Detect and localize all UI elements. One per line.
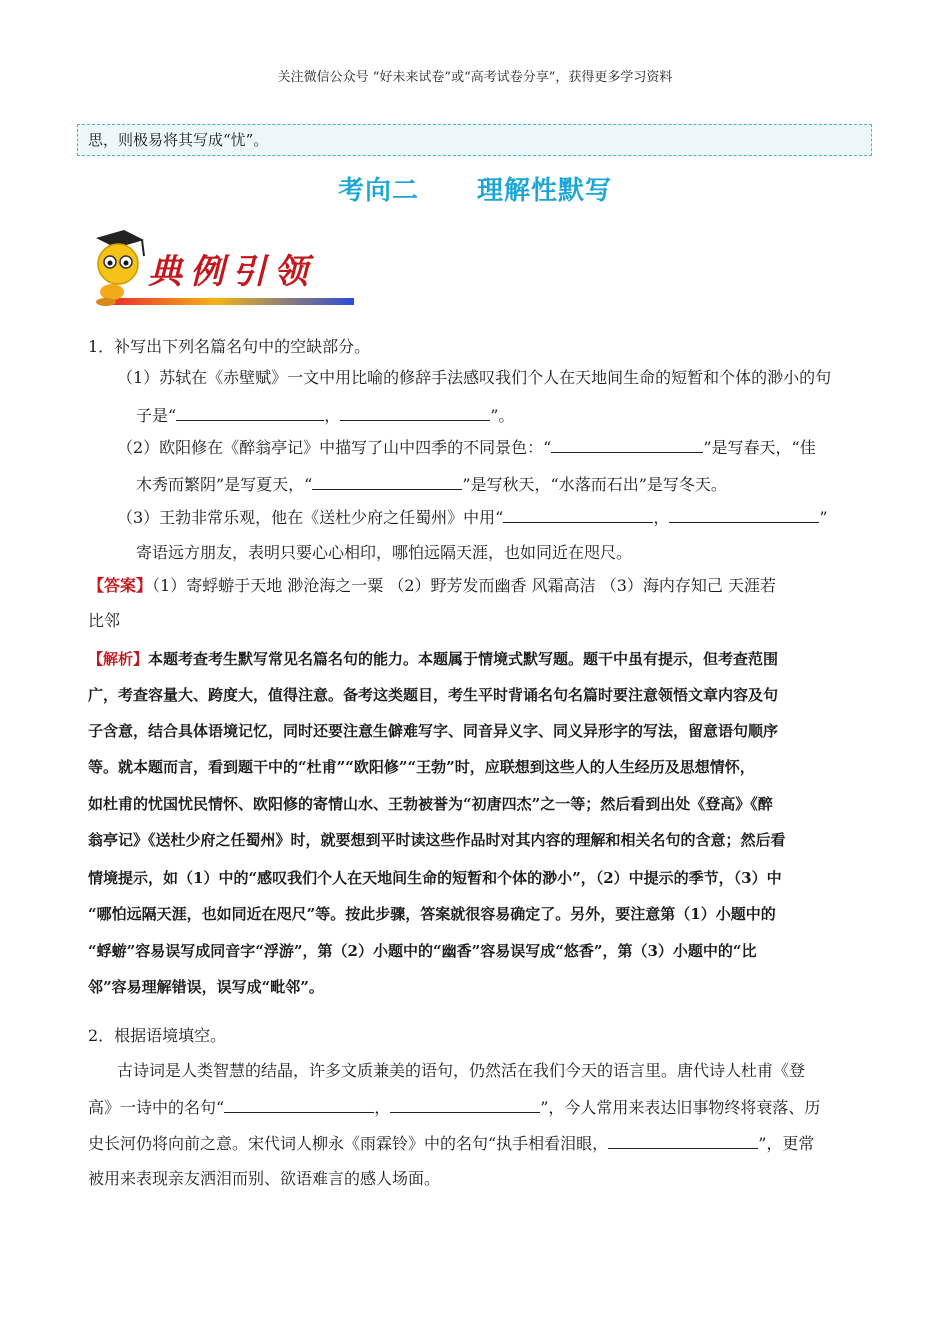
q2-line3: [88, 1132, 814, 1155]
q1-s3-line2: 寄语远方朋友，表明只要心心相印，哪怕远隔天涯，也如同近在咫尺。: [136, 543, 633, 562]
text: 木秀而繁阴”是写夏天，“: [136, 475, 313, 494]
answer-text: （1）寄蜉蝣于天地 渺沧海之一粟 （2）野芳发而幽香 风霜高洁 （3）海内存知己 天涯若: [152, 576, 776, 595]
answer-blank[interactable]: [669, 506, 819, 523]
text: 史长河仍将向前之意。宋代词人柳永《雨霖铃》中的名句“执手相看泪眼，: [88, 1134, 609, 1153]
section-title-part2: 理解性默写: [477, 176, 613, 206]
text: 子是“: [136, 406, 177, 425]
q2-line4: 被用来表现亲友洒泪而别、欲语难言的感人场面。: [88, 1169, 441, 1188]
analysis-line: 翁亭记》《送杜少府之任蜀州》时，就要想到平时读这些作品时对其内容的理解和相关名句的含意；然后看: [88, 831, 786, 849]
text: ”，更常: [758, 1134, 815, 1153]
answer-blank[interactable]: [176, 404, 324, 421]
analysis-line: 子含意，结合具体语境记忆，同时还要注意生僻难写字、同音异义字、同义异形字的写法，留意语句顺序: [88, 722, 779, 740]
section-title: [0, 170, 950, 207]
section-title-part1: 考向二: [337, 176, 419, 206]
analysis-label: 【解析】: [88, 650, 149, 668]
analysis-text: 本题考查考生默写常见名篇名句的能力。本题属于情境式默写题。题干中虽有提示，但考查范围: [148, 650, 779, 668]
answer-line2: 比邻: [88, 611, 121, 630]
analysis-line: 广，考查容量大、跨度大，值得注意。备考这类题目，考生平时背诵名句名篇时要注意领悟文章内容及句: [88, 686, 779, 704]
text: 高》一诗中的名句“: [88, 1098, 225, 1117]
answer-label: 【答案】: [88, 576, 153, 595]
analysis-line: 等。就本题而言，看到题干中的“杜甫”“欧阳修”“王勃”时，应联想到这些人的人生经历及思想情怀，: [88, 758, 755, 776]
q1-s3-line1: [117, 506, 828, 529]
text: ，: [653, 508, 670, 527]
analysis-line: [88, 648, 868, 670]
analysis-line: 情境提示，如（1）中的“感叹我们个人在天地间生命的短暂和个体的渺小”，（2）中提示的季节，（3）中: [88, 869, 782, 887]
answer-blank[interactable]: [390, 1096, 540, 1113]
text: ”。: [490, 406, 515, 425]
banner-title: 典例引领: [148, 252, 316, 292]
answer-blank[interactable]: [224, 1096, 374, 1113]
callout-text: 思，则极易将其写成“忧”。: [88, 131, 269, 149]
text: ，: [324, 406, 341, 425]
answer-blank[interactable]: [551, 436, 703, 453]
q1-stem: 1．补写出下列名篇名句中的空缺部分。: [88, 337, 371, 356]
q1-s2-line1: [117, 436, 816, 459]
answer-blank[interactable]: [340, 404, 490, 421]
analysis-line: “蜉蝣”容易误写成同音字“浮游”，第（2）小题中的“幽香”容易误写成“悠香”，第（3）小题中的“比: [88, 942, 757, 960]
text: ”是写秋天，“水落而石出”是写冬天。: [462, 475, 727, 494]
text: （2）欧阳修在《醉翁亭记》中描写了山中四季的不同景色：“: [117, 438, 552, 457]
answer-line1: [88, 575, 776, 597]
answer-blank[interactable]: [503, 506, 653, 523]
mascot-icon: [96, 230, 144, 306]
q2-stem: 2．根据语境填空。: [88, 1026, 227, 1045]
q2-line2: [88, 1096, 820, 1119]
analysis-line: 如杜甫的忧国忧民情怀、欧阳修的寄情山水、王勃被誉为“初唐四杰”之一等；然后看到出处《登高》《醉: [88, 795, 773, 813]
header-note: 关注微信公众号 “好未来试卷”或“高考试卷分享”，获得更多学习资料: [277, 70, 673, 85]
analysis-line: 邻”容易理解错误，误写成“毗邻”。: [88, 978, 324, 996]
text: ，: [374, 1098, 391, 1117]
q1-s2-line2: [136, 473, 727, 496]
q2-line1: 古诗词是人类智慧的结晶，许多文质兼美的语句，仍然活在我们今天的语言里。唐代诗人杜甫《登: [117, 1061, 806, 1080]
example-banner: [86, 228, 358, 310]
text: ”，今人常用来表达旧事物终将衰落、历: [540, 1098, 821, 1117]
q1-s1-line2: [136, 404, 514, 427]
text: ”是写春天，“佳: [703, 438, 816, 457]
text: （3）王勃非常乐观，他在《送杜少府之任蜀州》中用“: [117, 508, 504, 527]
q1-s1-line1: （1）苏轼在《赤壁赋》一文中用比喻的修辞手法感叹我们个人在天地间生命的短暂和个体的渺小的句: [117, 368, 832, 387]
callout-box: [77, 124, 872, 156]
answer-blank[interactable]: [312, 473, 462, 490]
analysis-line: “哪怕远隔天涯，也如同近在咫尺”等。按此步骤，答案就很容易确定了。另外，要注意第（1）小题中的: [88, 905, 776, 923]
text: ”: [819, 508, 828, 527]
answer-blank[interactable]: [608, 1132, 758, 1149]
